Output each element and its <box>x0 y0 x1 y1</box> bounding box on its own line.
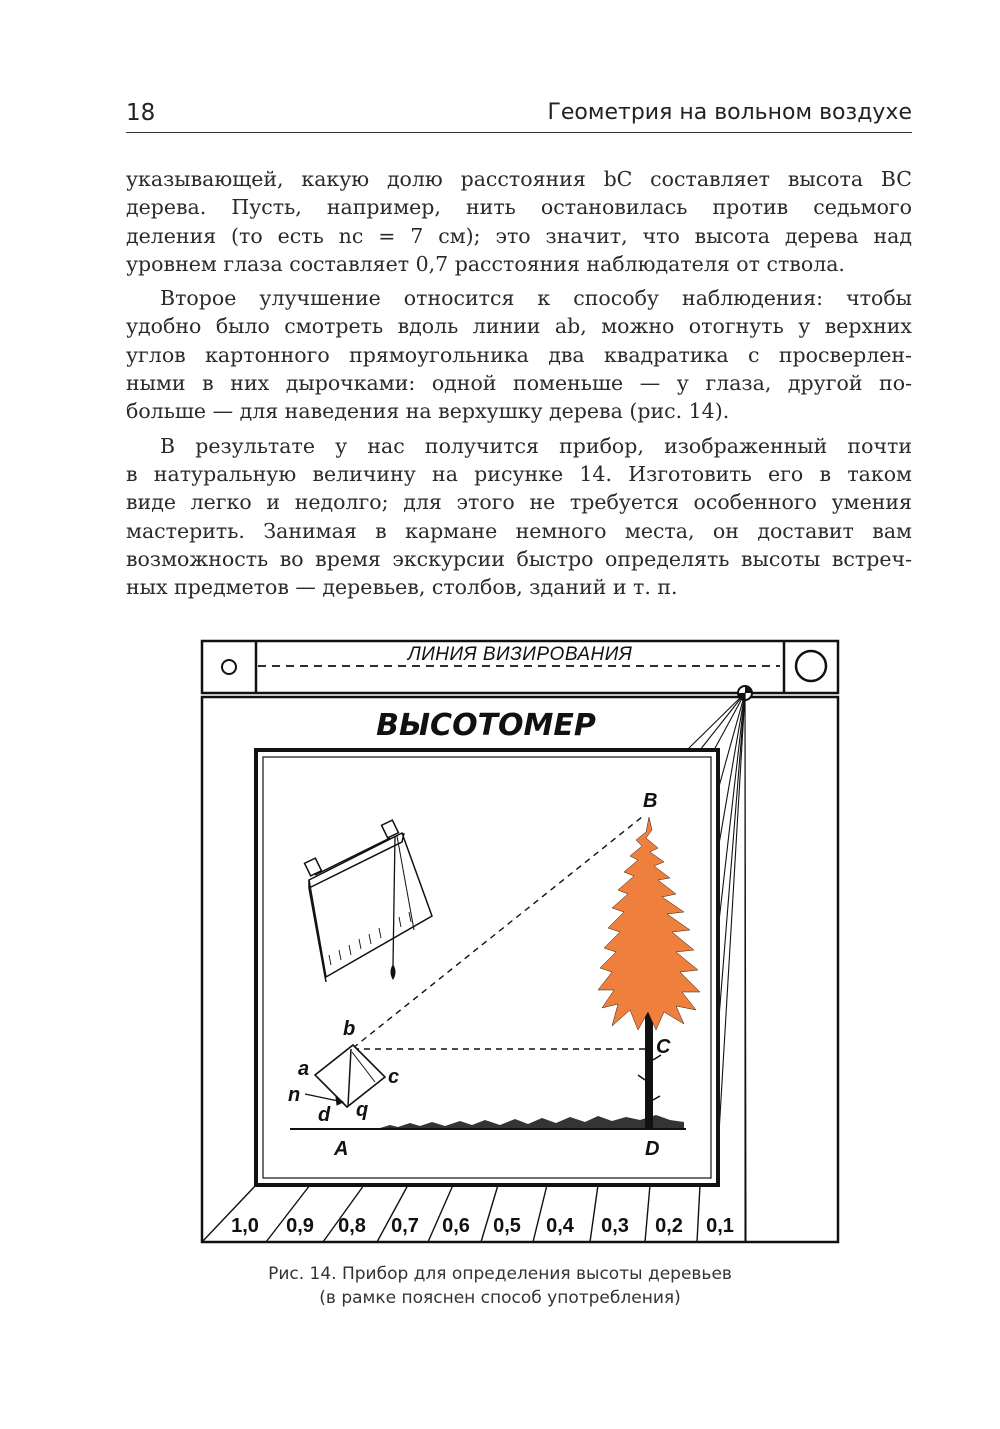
text-line: возможность во время экскурсии быстро определять высоты встреч- <box>126 546 912 571</box>
text-line: удобно было смотреть вдоль линии ab, можно отогнуть у верхних <box>126 314 912 339</box>
label-c: c <box>388 1066 400 1088</box>
text-line: виде легко и недолго; для этого не требуется особенного умения <box>126 490 912 515</box>
text-line: деления (то есть nc = 7 см); это значит, что высота дерева над <box>126 223 912 248</box>
text-line: ных предметов — деревьев, столбов, зданий и т. п. <box>126 575 678 600</box>
scale-label: 0,2 <box>655 1215 683 1237</box>
sight-line-label: ЛИНИЯ ВИЗИРОВАНИЯ <box>407 644 633 665</box>
label-B: B <box>643 790 658 812</box>
text-line: уровнем глаза составляет 0,7 расстояния наблюдателя от ствола. <box>126 251 845 276</box>
eye-hole-icon <box>222 660 236 674</box>
label-q: q <box>356 1099 369 1121</box>
text-line: указывающей, какую долю расстояния bC составляет высота BC <box>126 167 912 191</box>
label-A: A <box>334 1138 349 1160</box>
scale-label: 0,4 <box>546 1215 574 1237</box>
label-C: C <box>656 1036 671 1058</box>
figure-caption-line-2: (в рамке пояснен способ употребления) <box>319 1288 681 1308</box>
scale-label: 0,1 <box>706 1215 734 1237</box>
text-line: дерева. Пусть, например, нить остановилась против седьмого <box>126 195 912 220</box>
scale-label: 0,3 <box>601 1215 629 1237</box>
text-line: в натуральную величину на рисунке 14. Изготовить его в таком <box>126 461 912 486</box>
text-line: ными в них дырочками: одной поменьше — у глаза, другой по- <box>126 371 912 396</box>
label-d: d <box>318 1104 331 1126</box>
device-title: ВЫСОТОМЕР <box>376 708 596 743</box>
text-line: больше — для наведения на верхушку дерева (рис. 14). <box>126 399 730 424</box>
label-n: n <box>288 1084 301 1106</box>
text-line: мастерить. Занимая в кармане немного места, он доставит вам <box>126 518 912 543</box>
scale-label: 0,5 <box>493 1215 521 1237</box>
scale-label: 0,9 <box>286 1215 314 1237</box>
text-line: В результате у нас получится прибор, изображенный почти <box>160 433 912 458</box>
running-head: Геометрия на вольном воздухе <box>547 100 912 125</box>
target-hole-icon <box>796 651 826 681</box>
scale-label: 0,8 <box>338 1215 366 1237</box>
page-number: 18 <box>126 100 156 126</box>
scale-label: 0,6 <box>442 1215 470 1237</box>
figure-caption-line-1: Рис. 14. Прибор для определения высоты деревьев <box>268 1264 732 1284</box>
label-b: b <box>343 1018 356 1040</box>
label-a: a <box>298 1058 310 1080</box>
text-line: Второе улучшение относится к способу наблюдения: чтобы <box>160 286 912 311</box>
label-D: D <box>645 1138 660 1160</box>
scale-label: 0,7 <box>391 1215 419 1237</box>
scale-label: 1,0 <box>231 1215 259 1237</box>
text-line: углов картонного прямоугольника два квадратика с просверлен- <box>126 342 912 367</box>
